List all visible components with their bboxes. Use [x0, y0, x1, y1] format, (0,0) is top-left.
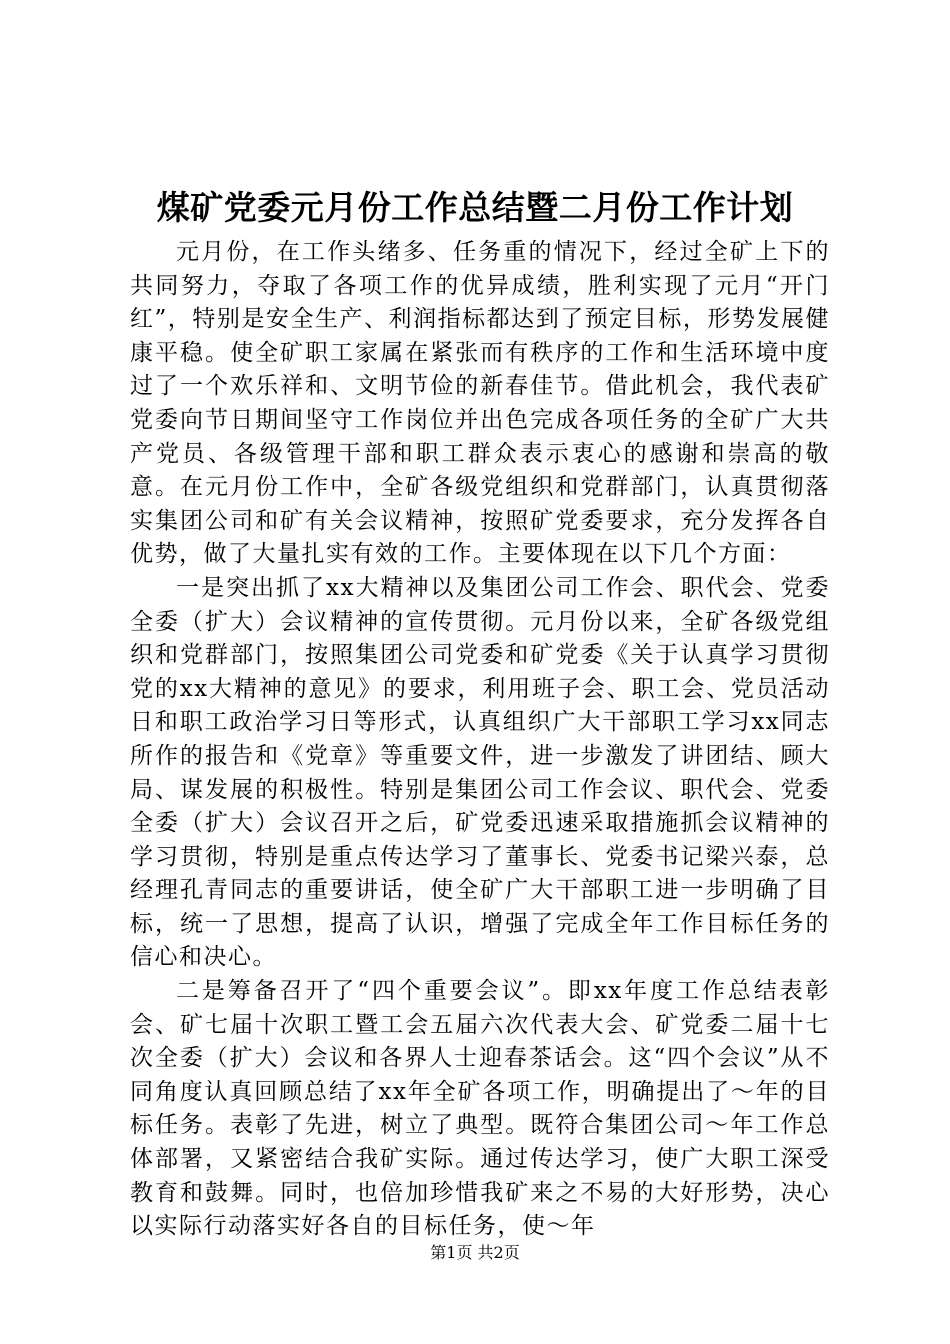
page-number-footer: 第1页 共2页 — [430, 1243, 520, 1262]
document-body — [130, 236, 830, 1244]
paragraph-point-two: 二是筹备召开了“四个重要会议”。即xx年度工作总结表彰会、矿七届十次职工暨工会五届六次代表大会、矿党委二届十七次全委（扩大）会议和各界人士迎春茶话会。这“四个会议”从不同角度认真回顾总结了xx年全矿各项工作，明确提出了～年的目标任务。表彰了先进，树立了典型。既符合集团公司～年工作总体部署，又紧密结合我矿实际。通过传达学习，使广大职工深受教育和鼓舞。同时，也倍加珍惜我矿来之不易的大好形势，决心以实际行动落实好各自的目标任务，使～年 — [130, 978, 830, 1240]
document-title: 煤矿党委元月份工作总结暨二月份工作计划 — [156, 188, 794, 227]
paragraph-point-one: 一是突出抓了xx大精神以及集团公司工作会、职代会、党委全委（扩大）会议精神的宣传贯彻。元月份以来，全矿各级党组织和党群部门，按照集团公司党委和矿党委《关于认真学习贯彻党的xx大精神的意见》的要求，利用班子会、职工会、党员活动日和职工政治学习日等形式，认真组织广大干部职工学习xx同志所作的报告和《党章》等重要文件，进一步激发了讲团结、顾大局、谋发展的积极性。特别是集团公司工作会议、职代会、党委全委（扩大）会议召开之后，矿党委迅速采取措施抓会议精神的学习贯彻，特别是重点传达学习了董事长、党委书记梁兴泰，总经理孔青同志的重要讲话，使全矿广大干部职工进一步明确了目标，统一了思想，提高了认识，增强了完成全年工作目标任务的信心和决心。 — [130, 574, 830, 971]
paragraph-intro: 元月份，在工作头绪多、任务重的情况下，经过全矿上下的共同努力，夺取了各项工作的优异成绩，胜利实现了元月“开门红”，特别是安全生产、利润指标都达到了预定目标，形势发展健康平稳。使全矿职工家属在紧张而有秩序的工作和生活环境中度过了一个欢乐祥和、文明节俭的新春佳节。借此机会，我代表矿党委向节日期间坚守工作岗位并出色完成各项任务的全矿广大共产党员、各级管理干部和职工群众表示衷心的感谢和崇高的敬意。在元月份工作中，全矿各级党组织和党群部门，认真贯彻落实集团公司和矿有关会议精神，按照矿党委要求，充分发挥各自优势，做了大量扎实有效的工作。主要体现在以下几个方面： — [130, 239, 830, 568]
